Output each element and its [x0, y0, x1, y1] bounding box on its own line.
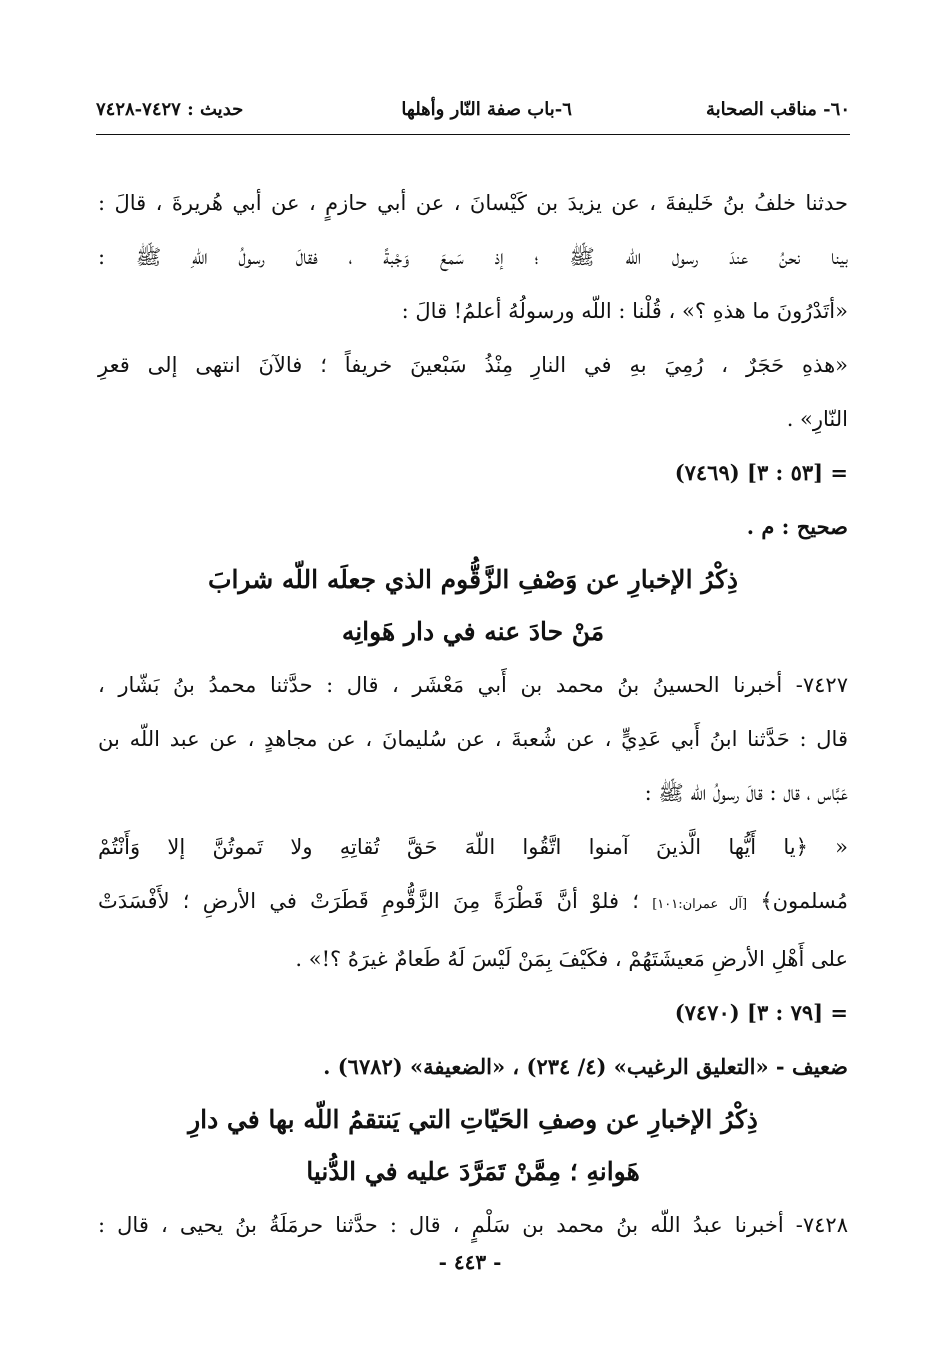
header-section: ٦-باب صفة النّار وأهلها — [401, 98, 572, 120]
section-heading-line: هَوانهِ ؛ مِمَّنْ تَمَرَّدَ عليه في الدُّنيا — [306, 1157, 640, 1186]
text-line: « ﴿يا أَيُّها الَّذينَ آمنوا اتَّقُوا اللّهَ حَقَّ تُقاتِهِ ولا تَموتُنَّ إلا وَأَنْتُمْ — [98, 835, 848, 859]
quran-citation: [آل عمران:١٠١] — [652, 897, 748, 912]
section-heading — [98, 554, 848, 658]
hadith-grade: ضعيف - «التعليق الرغيب» (٤/ ٢٣٤) ، «الضعيفة» (٦٧٨٢) . — [323, 1054, 848, 1079]
text-line: حدثنا خلفُ بنُ خَليفةَ ، عن يزيدَ بن كَيْسانَ ، عن أبي حازمٍ ، عن أبي هُريرةَ ، قالَ : — [98, 191, 848, 215]
cross-reference: = [٥٣ : ٣] (٧٤٦٩) — [674, 460, 848, 485]
text-line: النّارِ» . — [786, 407, 848, 431]
page-body — [98, 176, 848, 1252]
running-header — [96, 92, 850, 126]
hadith-grade: صحيح : م . — [746, 514, 848, 539]
text-line: ٧٤٢٧- أخبرنا الحسينُ بنُ محمد بن أَبي مَعْشَر ، قال : حدَّثنا محمدُ بنُ بَشّار ، — [98, 673, 848, 697]
header-hadith-range: حديث : ٧٤٢٧-٧٤٢٨ — [96, 98, 244, 120]
text-line: «أتَدْرُونَ ما هذهِ ؟» ، قُلْنا : اللّه ورسولُهُ أعلمُ! قالَ : — [401, 299, 848, 323]
text-line: على أَهْلِ الأرضِ مَعيشَتَهُمْ ، فكَيْفَ بِمَنْ لَيْسَ لَهُ طَعامٌ غيرَهُ ؟!» . — [295, 947, 848, 971]
section-heading — [98, 1094, 848, 1198]
text-line: عَبَّاس ، قال : قالَ رسولُ اللّه ﷺ : — [644, 781, 848, 805]
text-line: بينا نحنُ عندَ رسول اللّه ﷺ ؛ إذ سَمعَ وَجْبةً ، فقالَ رسولُ اللّهِ ﷺ : — [98, 245, 848, 269]
section-heading-line: ذِكْرُ الإخبارِ عن وصفِ الحَيّاتِ التي يَنتقمُ اللّه بها في دارِ — [188, 1105, 758, 1134]
page-number: - ٤٤٣ - — [438, 1250, 502, 1274]
cross-reference: = [٧٩ : ٣] (٧٤٧٠) — [674, 1000, 848, 1025]
text-line: ٧٤٢٨- أخبرنا عبدُ اللّه بنُ محمد بن سَلْمٍ ، قال : حدَّثنا حرمَلَةُ بنُ يحيى ، قال : — [98, 1213, 848, 1237]
header-rule — [96, 134, 850, 135]
text-line — [98, 874, 848, 932]
quran-verse-end: مُسلمون﴾ — [760, 889, 848, 913]
section-heading-line: ذِكْرُ الإخبارِ عن وَصْفِ الزَّقُّوم الذي جعلَه اللّه شرابَ — [207, 565, 739, 594]
header-chapter: ٦٠- مناقب الصحابة — [705, 98, 850, 120]
section-heading-line: مَنْ حادَ عنه في دار هَوانِه — [341, 617, 605, 646]
text-line: «هذهِ حَجَرٌ ، رُمِيَ بهِ في النارِ مِنْذُ سَبْعينَ خريفاً ؛ فالآنَ انتهى إلى قعرِ — [98, 353, 848, 377]
text-span: ؛ فلوْ أنَّ قَطْرَةً مِنَ الزَّقُّومِ قَطَرَتْ في الأرضِ ؛ لأَفْسَدَتْ — [98, 889, 639, 913]
text-line: قال : حَدَّثنا ابنُ أَبي عَدِيٍّ ، عن شُعبةَ ، عن سُليمانَ ، عن مجاهدٍ ، عن عبد اللّه بن — [98, 727, 848, 751]
